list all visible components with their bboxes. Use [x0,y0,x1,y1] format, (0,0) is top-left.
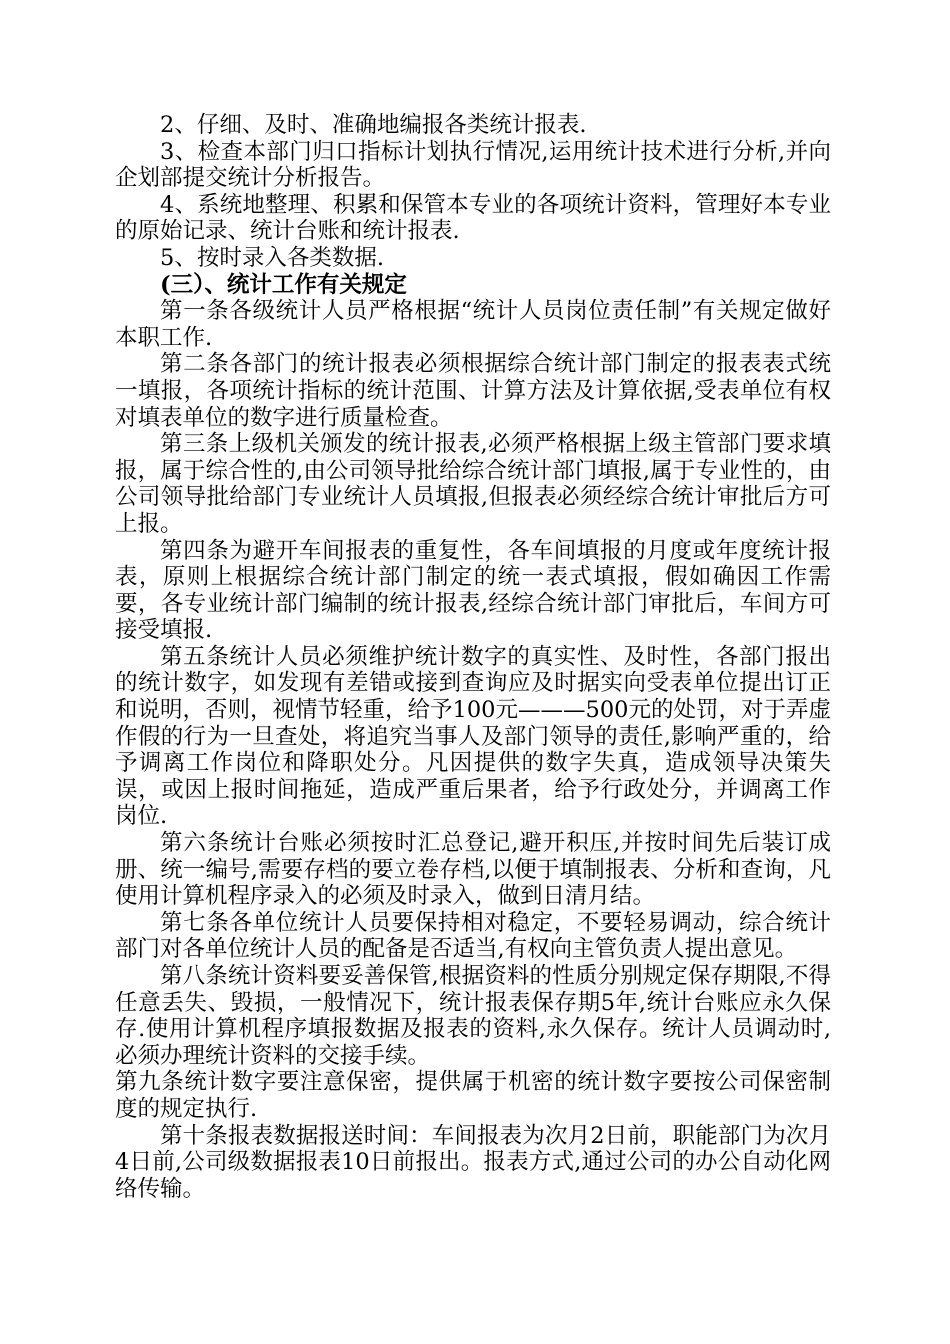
article-paragraph: 第二条各部门的统计报表必须根据综合统计部门制定的报表表式统一填报，各项统计指标的统计范围、计算方法及计算依据,受表单位有权对填表单位的数字进行质量检查。 [115,351,831,431]
article-paragraph: 第十条报表数据报送时间：车间报表为次月2日前，职能部门为次月4日前,公司级数据报表10日前报出。报表方式,通过公司的办公自动化网络传输。 [115,1122,831,1202]
list-item: 2、仔细、及时、准确地编报各类统计报表. [160,112,587,138]
article-paragraph: 第五条统计人员必须维护统计数字的真实性、及时性，各部门报出的统计数字，如发现有差错或接到查询应及时据实向受表单位提出订正和说明，否则，视情节轻重，给予100元———500元的处罚，对于弄虚作假的行为一旦查处，将追究当事人及部门领导的责任,影响严重的，给予调离工作岗位和降职处分。凡因提供的数字失真，造成领导决策失误，或因上报时间拖延，造成严重后果者，给予行政处分，并调离工作岗位. [115,643,831,830]
list-item: 3、检查本部门归口指标计划执行情况,运用统计技术进行分析,并向企划部提交统计分析报告。 [115,138,831,192]
document-page [115,112,831,1202]
article-paragraph: 第七条各单位统计人员要保持相对稳定，不要轻易调动，综合统计部门对各单位统计人员的配备是否适当,有权向主管负责人提出意见。 [115,909,831,963]
article-paragraph: 第四条为避开车间报表的重复性，各车间填报的月度或年度统计报表，原则上根据综合统计部门制定的统一表式填报，假如确因工作需要，各专业统计部门编制的统计报表,经综合统计部门审批后，车间方可接受填报. [115,537,831,644]
section-heading: (三）、统计工作有关规定 [160,271,407,298]
article-paragraph: 第八条统计资料要妥善保管,根据资料的性质分别规定保存期限,不得任意丢失、毁损，一般情况下，统计报表保存期5年,统计台账应永久保存.使用计算机程序填报数据及报表的资料,永久保存。统计人员调动时,必须办理统计资料的交接手续。 [115,963,831,1069]
article-paragraph: 第三条上级机关颁发的统计报表,必须严格根据上级主管部门要求填报，属于综合性的,由公司领导批给综合统计部门填报,属于专业性的，由公司领导批给部门专业统计人员填报,但报表必须经综合统计审批后方可上报。 [115,431,831,537]
article-paragraph: 第一条各级统计人员严格根据“统计人员岗位责任制”有关规定做好本职工作. [115,298,831,351]
article-paragraph: 第九条统计数字要注意保密，提供属于机密的统计数字要按公司保密制度的规定执行. [115,1069,831,1122]
list-item: 4、系统地整理、积累和保管本专业的各项统计资料，管理好本专业的原始记录、统计台账和统计报表. [115,191,831,245]
article-paragraph: 第六条统计台账必须按时汇总登记,避开积压,并按时间先后装订成册、统一编号,需要存档的要立卷存档,以便于填制报表、分析和查询，凡使用计算机程序录入的必须及时录入，做到日清月结。 [115,830,831,910]
list-item: 5、按时录入各类数据. [160,244,384,271]
